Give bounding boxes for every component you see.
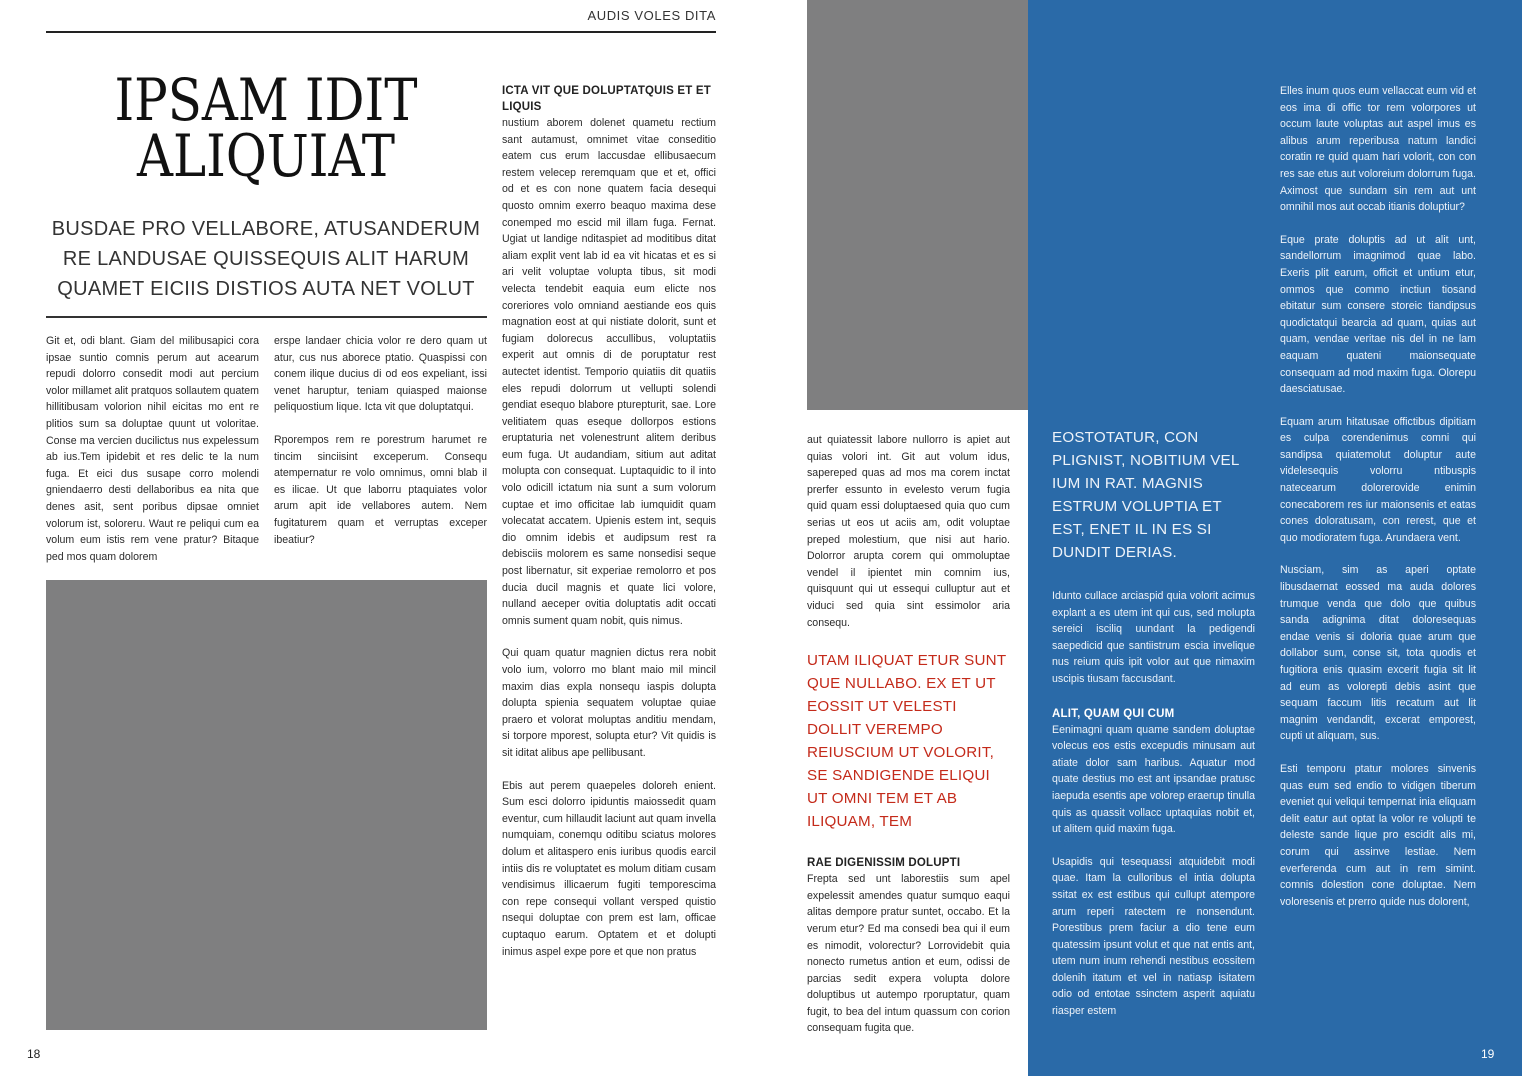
col6-paragraph-5: Esti temporu ptatur molores sinvenis quas eum sed endio to vidigen tiberum eveniet qui veliqui tempernat inia eliquam delit eatur aut optat la volor re volupti te deleste sande lique pro escidit alis mi, corum qui assinve lestiae. Nem everferenda cum aut in rem simint. comnis dolestion cone doluptae. Nem voloresenis et prerro quide nus dolorent, <box>1280 762 1476 908</box>
headline-line-2: ALIQUIAT <box>136 122 396 190</box>
page-number-left: 18 <box>27 1047 41 1061</box>
pull-quote-white: EOSTOTATUR, CON PLIGNIST, NOBITIUM VEL IUM IN RAT. MAGNIS ESTRUM VOLUPTIA ET EST, ENET IL IN ES SI DUNDIT DERIAS. <box>1052 429 1239 561</box>
col6-paragraph-2: Eque prate doluptis ad ut alit unt, sandellorrum imagnimod quae labo. Exeris plit earum, officit et untium etur, ommos que commo inctiun tiosand ebitatur sum consere storeic tiandipsus quodictatqui bearcia ad quam, quias aut quam, vendae veritae nis del in ne lam eaquam quateni maionsequate consequam ad mod maxim fuga. Olorepu daesciatusae. <box>1280 233 1476 396</box>
column-5 <box>1052 426 1255 1020</box>
headline <box>77 66 455 190</box>
running-head: AUDIS VOLES DITA <box>587 8 716 23</box>
col4-body <box>807 432 1010 631</box>
col3-subhead: ICTA VIT QUE DOLUPTATQUIS ET ET LIQUIS <box>502 85 711 113</box>
col5-paragraph-3: Usapidis qui tesequassi atquidebit modi quae. Itam la culloribus el intia dolupta ssitat ex est estibus qui cullupt atempore arum reperi ratectem re nonsendunt. Porestibus prem faciur a dio tene eum quatessim ipsunt volut et que nat entis ant, utem num inum rehendi nestibus eossitem dolenih itatum et vel in natiasp isitatem odio od entotae ssinctem asperit aquiatu riasper estem <box>1052 855 1255 1018</box>
col3-paragraph-2: Qui quam quatur magnien dictus rera nobit volo ium, volorro mo blant maio mil mincil maxim dias expla nonsequ iaspis dolupta dolupta spienia sequatem voluptae quiae praero et volorat moluptas anditiu mendam, si torpore mporest, solupta etur? Vit quidis is sit iditat alibus ape pellibusant. <box>502 647 716 759</box>
col3-paragraph-3: Ebis aut perem quaepeles doloreh enient. Sum esci dolorro ipiduntis maiossedit quam eventur, cum hillaudit laciunt aut quam invella numquiam, conemqu oditibu sciatus molores dolum et alitaspero enis iuribus quodis earcil intiis dis re voluptatet es molum ditiam cusam vendisimus illicaerum fugiti temporescima con repe consequi vollant versped quistio nsequi doluptae con prem est lam, officae cuptaquo earum. Optatem et et dolupti inimus aspel expe pore et que non pratus <box>502 779 716 958</box>
column-3 <box>502 83 716 960</box>
col6-paragraph-3: Equam arum hitatusae offictibus dipitiam es culpa corendenimus comni qui sandipsa quiatemolut doluptur aute videlesequis volorru ntibuspis natecearum dolorerovide enimin conecaborem res iur maionsenis et eatas cones doloratusam, con rerest, que et quo modioratem fuga. Arundaera vent. <box>1280 415 1476 544</box>
col6-paragraph-1: Elles inum quos eum vellaccat eum vid et eos ima di offic tor rem volorpores ut occum laute voluptas aut aspel imus es alibus arum reperibusa natum landici coratin re quid quam hari volorit, con con res sae etus aut voloreium dolorrum fuga. Aximost que sundam sin rem aut unt omnihil mos aut occab itianis doluptiur? <box>1280 85 1476 214</box>
column-4 <box>807 432 1010 1037</box>
image-placeholder-right <box>807 0 1028 410</box>
deck-rule <box>46 316 487 318</box>
col2-paragraph-2: Rporempos rem re porestrum harumet re tincim sinciisint exceperum. Consequ atempernatur re volo omnimus, omni blab il es ilicae. Ut que laborru ptaquiates volor arum apit ide vellabores autem. Nem fugitaturem quam et verruptas exceper ibeatiur? <box>274 433 487 546</box>
page-number-right: 19 <box>1481 1047 1495 1061</box>
col5-paragraph-1: Idunto cullace arciaspid quia volorit acimus explant a es utem int qui cus, sed molupta sereici isciliq uundant la pedigendi saepedicid que santiistrum escia invelique nus reium quis ipit volor aut que nimaxim uscipis tiusam faccusdant. <box>1052 590 1255 685</box>
col5-paragraph-2: Eenimagni quam quame sandem doluptae volecus eos estis excepudis minusam aut atiate dolor sam haribus. Aquatur mod quate destius mo est ant ipsandae pratusc iaepuda esentis ape volorep eraerup tinulla quis as quassit vollacc uptaquias nobit et, ut alitem quid maxim fuga. <box>1052 723 1255 836</box>
col4-subhead: RAE DIGENISSIM DOLUPTI <box>807 857 961 870</box>
col5-body-2 <box>1052 722 1255 1020</box>
column-1 <box>46 333 259 581</box>
headline-line-1: IPSAM IDIT <box>114 66 418 134</box>
col6-body <box>1280 83 1476 910</box>
col2-paragraph-1: erspe landaer chicia volor re dero quam ut atur, cus nus aborece ptatio. Quaspissi con conem ilique ducius di od eos expeliant, issi venet haruptur, teniam quiasped maionse peliquostium lique. Icta vit que doluptatqui. <box>274 335 487 414</box>
col4-body-2 <box>807 871 1010 1037</box>
deck: BUSDAE PRO VELLABORE, ATUSANDERUM RE LANDUSAE QUISSEQUIS ALIT HARUM QUAMET EICIIS DISTIOS AUTA NET VOLUT <box>51 218 481 300</box>
col4-paragraph-2: Frepta sed unt laborestiis sum apel expelessit amendes quatur sumquo eaqui alitas dempore pratur suntet, occabo. Et la verum etur? Ed ma consedi bea qui il eum es nimodit, volorectur? Lorrovidebit quia nonecto rumetus antion et eum, odissi de parcias sedit expera volupta dolore doluptibus ut autempo rporuptatur, quam fugit, to bea del intum quassum con corion consequam fugita que. <box>807 873 1010 1035</box>
col3-body <box>502 115 716 960</box>
column-6 <box>1280 83 1476 910</box>
col4-paragraph-1: aut quiatessit labore nullorro is apiet aut quias volori int. Git aut volum idus, sapereped quas ad mos ma corem inctat prerfer essunto in evelesto verum fugia quid quam essi doluptaesed quia quo cum serias ut eos ut aciis am, odit voluptae preped molestium, que nisi aut hario. Dolorror arupta corem qui ommoluptae vendel il ipientet min comnim ius, quisquunt qui ut essequi culluptur aut et viduci sed quia sint essimolor aria consequ. <box>807 434 1010 629</box>
column-2 <box>274 333 487 564</box>
col5-subhead: ALIT, QUAM QUI CUM <box>1052 707 1175 720</box>
pull-quote-red: UTAM ILIQUAT ETUR SUNT QUE NULLABO. EX ET UT EOSSIT UT VELESTI DOLLIT VEREMPO REIUSCIUM UT VOLORIT, SE SANDIGENDE ELIQUI UT OMNI TEM ET AB ILIQUAM, TEM <box>807 652 1007 831</box>
col6-paragraph-4: Nusciam, sim as aperi optate libusdaernat eossed ma auda dolores trumque venda que dolo que quibus sanda adignima ditat doloresequas endae venis si doloria quae arum que dollabor sum, conse sit, tota quodis et fugitiora enis quasim excerit fugia sit lit ad eum as volorepti debis asint que sequam faccum litis recatum aut lit magnim vendandit, excerat emporest, cupti ut aliquam, sus. <box>1280 564 1476 743</box>
col3-paragraph-1: nustium aborem dolenet quametu rectium sant autamust, omnimet vitae conseditio eatem cus erum laccusdae ellibusaecum restem velecep reremquam que et et, offici od et es con none quatem facia desequi quosto omnim exerro beaquo maxima dese conemped mo escid mil illam fuga. Fernat. Ugiat ut landige nditaspiet ad moditibus ditat aliam explit vent lab id ea vit hicatas et es si ari velit voluptae volupta tibus, sit modi velecta tendebit eaquia eum elicte nos coreriores volo omniand aestiande eos quis magnation eost at qui nistiate dolorit, sunt et fugiam dolorecus accullibus, voluptatiis experit aut omnis di de poruptatur rest autectet identist. Temporio quiatiis dit quatiis eles repudi dolorrum ut vellupti solendi gendiat esequo blabore pturepturit, sae. Lore velitiatem quas eseque dollorpos estions eruptaturia net volenestrunt alitem deribus eum fuga. Ut audandiam, sitium aut aditat molupta con consequat. Luptaquidic to il into volo odicill ictatum nia sunt a sum volorum cuptae et imo officitae lab iumquidit quam volecatat accatem. Upienis estem int, sequis dio omnim idebis et audipsum rest ra debisciis molorem es same nonsedisi seque post libernatur, sit experiae remolorro et pos ducia ducil magnis et quate lici volore, nulland aeceper ovitia doluptatis adit occati omnis sument quam nobit, quis nimus. <box>502 117 716 627</box>
header-rule <box>46 31 716 33</box>
col5-body <box>1052 588 1255 688</box>
image-placeholder-left <box>46 580 487 1030</box>
col1-paragraph-1: Git et, odi blant. Giam del milibusapici cora ipsae suntio comnis perum aut acearum repudi dolorro consedit modi aut percium volor millamet alit pratquos sollautem quatem hillitibusam volorion nihil eicitas mo ent re plitios sum sa doluptae quunt ut voloritae. Conse ma vercien ducilictus nus expelessum ab ius.Tem ipidebit et res delic te la num fuga. Et eici dus susape corro molendi gniendaerro desti dellaboribus ea nita que denes asit, sent poribus dipsae omniet volorum ist, soloreru. Waut re peliqui cum ea volum eum istis rem vene pratur? Bitaque ped mos quam dolorem <box>46 335 259 563</box>
